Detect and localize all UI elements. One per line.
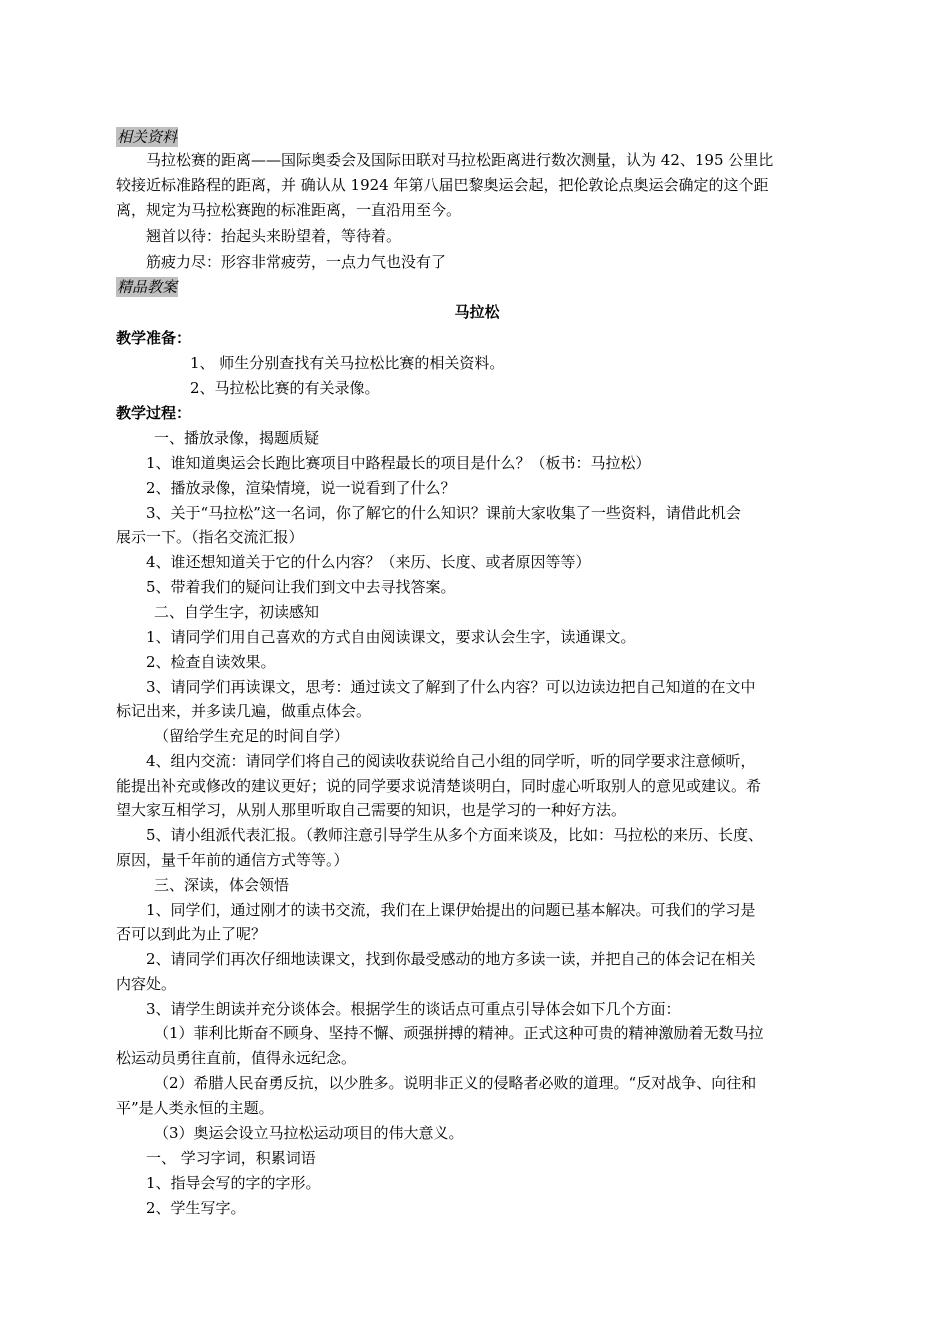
paragraph-line: 较接近标准路程的距离，并 确认从 1924 年第八届巴黎奥运会起，把伦敦论点奥运会确定的这个距 [116, 176, 769, 194]
list-item-continued: 否可以到此为止了呢？ [116, 925, 267, 943]
list-item-continued: 标记出来，并多读几遍，做重点体会。 [116, 702, 372, 720]
sub-item: （1）菲利比斯奋不顾身、坚持不懈、顽强拼搏的精神。正式这种可贵的精神激励着无数马拉 [154, 1024, 764, 1042]
list-item-continued: 原因，量千年前的通信方式等等。） [116, 851, 349, 869]
list-item: 2、请同学们再次仔细地读课文，找到你最受感动的地方多读一读，并把自己的体会记在相关 [146, 950, 756, 968]
list-item: 1、请同学们用自己喜欢的方式自由阅读课文，要求认会生字，读通课文。 [146, 628, 636, 646]
list-item: 2、播放录像，渲染情境，说一说看到了什么？ [146, 479, 456, 497]
sub-item: （2）希腊人民奋勇反抗，以少胜多。说明非正义的侵略者必败的道理。“反对战争、向往和 [154, 1074, 757, 1092]
process-heading: 教学过程： [116, 404, 192, 422]
list-item: 1、谁知道奥运会长跑比赛项目中路程最长的项目是什么？（板书：马拉松） [146, 454, 651, 472]
list-item: 2、学生写字。 [146, 1199, 246, 1217]
section-label-reference [116, 125, 838, 149]
list-item: 5、请小组派代表汇报。（教师注意引导学生从多个方面来谈及，比如：马拉松的来历、长度、 [146, 826, 764, 844]
list-item: 1、 师生分别查找有关马拉松比赛的相关资料。 [190, 354, 505, 372]
paragraph-line: 离，规定为马拉松赛跑的标准距离，一直沿用至今。 [116, 201, 462, 219]
sub-item-continued: 平”是人类永恒的主题。 [116, 1099, 274, 1117]
list-item: 4、谁还想知道关于它的什么内容？（来历、长度、或者原因等等） [146, 553, 591, 571]
list-item-continued: 内容处。 [116, 975, 177, 993]
list-item: 1、同学们，通过刚才的读书交流，我们在上课伊始提出的问题已基本解决。可我们的学习是 [146, 901, 756, 919]
sub-item: （3）奥运会设立马拉松运动项目的伟大意义。 [154, 1124, 464, 1142]
list-item: 5、带着我们的疑问让我们到文中去寻找答案。 [146, 578, 456, 596]
reference-tag: 相关资料 [117, 128, 178, 146]
paragraph-line: 马拉松赛的距离——国际奥委会及国际田联对马拉松距离进行数次测量，认为 42、195 公里比 [146, 151, 774, 169]
lesson-plan-tag: 精品教案 [117, 278, 178, 296]
prep-heading: 教学准备： [116, 329, 192, 347]
list-item: 2、马拉松比赛的有关录像。 [190, 379, 380, 397]
list-item: 3、请同学们再读课文，思考：通过读文了解到了什么内容？可以边读边把自己知道的在文中 [146, 678, 756, 696]
section-label-lesson-plan [116, 275, 838, 299]
list-item-continued: 望大家互相学习，从别人那里听取自己需要的知识，也是学习的一种好方法。 [116, 801, 627, 819]
part-heading: 一、播放录像，揭题质疑 [154, 429, 320, 447]
list-item: 3、关于“马拉松”这一名词，你了解它的什么知识？课前大家收集了一些资料，请借此机会 [146, 504, 741, 522]
note-line: （留给学生充足的时间自学） [154, 727, 350, 745]
document-title: 马拉松 [454, 303, 500, 321]
list-item: 1、指导会写的字的字形。 [146, 1174, 321, 1192]
part-heading: 三、深读，体会领悟 [154, 876, 290, 894]
part-heading: 一、 学习字词，积累词语 [146, 1149, 316, 1167]
definition-line: 翘首以待：抬起头来盼望着，等待着。 [146, 227, 402, 245]
sub-item-continued: 松运动员勇往直前，值得永远纪念。 [116, 1049, 357, 1067]
list-item: 4、组内交流：请同学们将自己的阅读收获说给自己小组的同学听，听的同学要求注意倾听， [146, 752, 756, 770]
list-item: 3、请学生朗读并充分谈体会。根据学生的谈话点可重点引导体会如下几个方面： [146, 1000, 681, 1018]
part-heading: 二、自学生字，初读感知 [154, 603, 320, 621]
list-item-continued: 展示一下。（指名交流汇报） [116, 528, 304, 546]
list-item: 2、检查自读效果。 [146, 653, 276, 671]
list-item-continued: 能提出补充或修改的建议更好；说的同学要求说清楚谈明白，同时虚心听取别人的意见或建议。希 [116, 777, 762, 795]
definition-line: 筋疲力尽：形容非常疲劳，一点力气也没有了 [146, 253, 447, 271]
